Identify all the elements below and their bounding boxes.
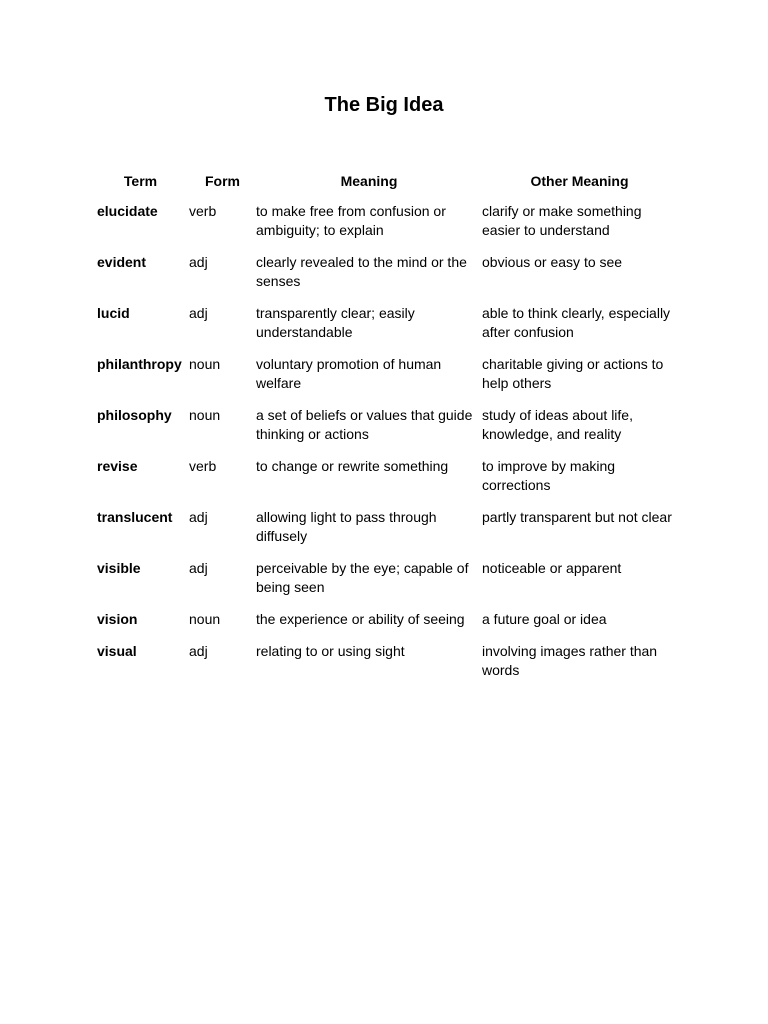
other-meaning-cell: a future goal or idea [482, 611, 607, 627]
table-header-row [92, 170, 677, 199]
table-row [92, 352, 677, 403]
other-meaning-cell: obvious or easy to see [482, 254, 623, 270]
form-cell: adj [189, 560, 208, 576]
table-row [92, 454, 677, 505]
meaning-cell: allowing light to pass through diffusely [256, 509, 437, 544]
other-meaning-cell: study of ideas about life, knowledge, and reality [482, 407, 633, 442]
other-meaning-cell: noticeable or apparent [482, 560, 622, 576]
table-row [92, 301, 677, 352]
header-term: Term [123, 173, 158, 189]
meaning-cell: voluntary promotion of human welfare [256, 356, 442, 391]
term-cell: philanthropy [97, 356, 182, 372]
term-cell: lucid [97, 305, 130, 321]
meaning-cell: to change or rewrite something [256, 458, 449, 474]
form-cell: noun [189, 611, 221, 627]
term-cell: revise [97, 458, 138, 474]
term-cell: vision [97, 611, 138, 627]
meaning-cell: relating to or using sight [256, 643, 405, 659]
other-meaning-cell: partly transparent but not clear [482, 509, 672, 525]
term-cell: evident [97, 254, 147, 270]
header-form: Form [205, 173, 240, 189]
form-cell: verb [189, 203, 217, 219]
term-cell: translucent [97, 509, 173, 525]
form-cell: adj [189, 509, 208, 525]
meaning-cell: the experience or ability of seeing [256, 611, 465, 627]
form-cell: adj [189, 643, 208, 659]
table-row [92, 505, 677, 556]
meaning-cell: to make free from confusion or ambiguity; to explain [256, 203, 446, 238]
table-row [92, 556, 677, 607]
form-cell: adj [189, 254, 208, 270]
other-meaning-cell: clarify or make something easier to understand [482, 203, 642, 238]
form-cell: noun [189, 356, 221, 372]
header-other-meaning: Other Meaning [530, 173, 629, 189]
other-meaning-cell: involving images rather than words [482, 643, 658, 678]
meaning-cell: a set of beliefs or values that guide thinking or actions [256, 407, 473, 442]
page-title: The Big Idea [324, 94, 444, 116]
term-cell: philosophy [97, 407, 172, 423]
table-row [92, 250, 677, 301]
other-meaning-cell: to improve by making corrections [482, 458, 616, 493]
term-cell: visual [97, 643, 137, 659]
other-meaning-cell: charitable giving or actions to help others [482, 356, 664, 391]
table-row [92, 403, 677, 454]
term-cell: visible [97, 560, 141, 576]
table-row [92, 199, 677, 250]
table-row [92, 639, 677, 690]
form-cell: adj [189, 305, 208, 321]
form-cell: noun [189, 407, 221, 423]
meaning-cell: clearly revealed to the mind or the senses [256, 254, 467, 289]
other-meaning-cell: able to think clearly, especially after confusion [482, 305, 671, 340]
form-cell: verb [189, 458, 217, 474]
header-meaning: Meaning [340, 173, 398, 189]
meaning-cell: perceivable by the eye; capable of being seen [256, 560, 469, 595]
table-row [92, 607, 677, 639]
meaning-cell: transparently clear; easily understandable [256, 305, 415, 340]
term-cell: elucidate [97, 203, 158, 219]
vocabulary-table [92, 170, 677, 690]
